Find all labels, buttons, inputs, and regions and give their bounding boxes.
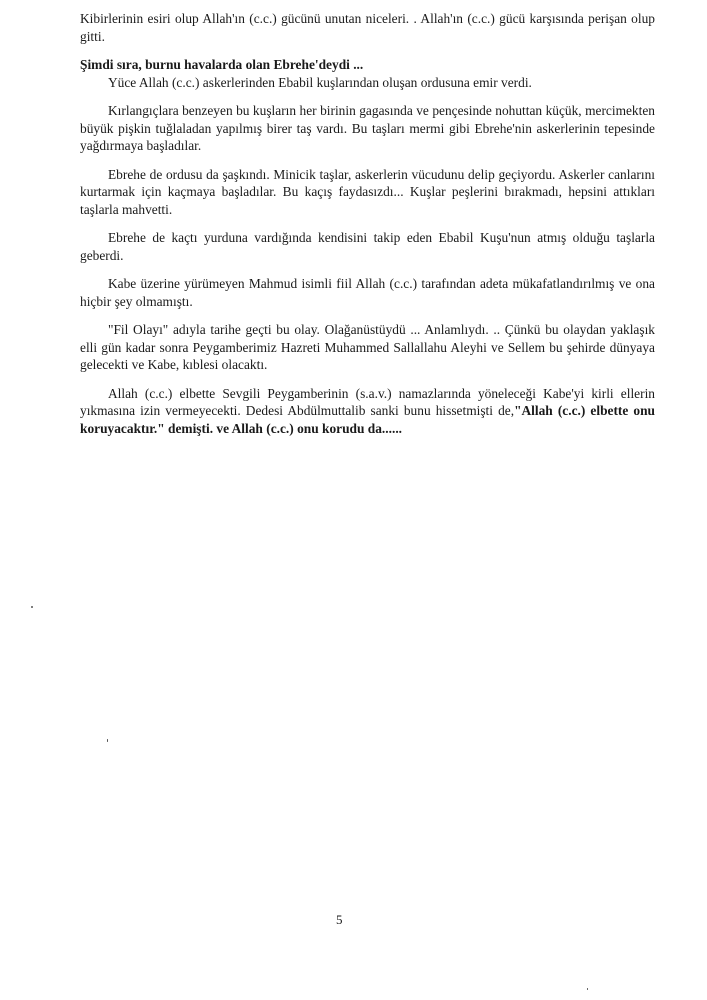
- page-number: 5: [336, 912, 343, 927]
- scan-speck: [587, 988, 588, 990]
- paragraph-8: [80, 385, 655, 438]
- paragraph-2: Yüce Allah (c.c.) askerlerinden Ebabil kuşlarından oluşan ordusuna emir verdi.: [108, 74, 532, 90]
- scan-speck: [107, 739, 108, 742]
- paragraph-3: Kırlangıçlara benzeyen bu kuşların her birinin gagasında ve pençesinde nohuttan küçük, mercimekten büyük pişkin tuğlaladan yapılmış birer taş vardı. Bu taşları mermi gibi Ebrehe'nin askerlerinin tepesinde yağdırmaya başladılar.: [80, 103, 655, 153]
- paragraph-4: Ebrehe de ordusu da şaşkındı. Minicik taşlar, askerlerin vücudunu delip geçiyordu. Askerler canlarını kurtarmak için kaçmaya başladılar. Bu kaçış faydasızdı... Kuşlar peşlerini bırakmadı, hepsini attıkları taşlarla mahvetti.: [80, 166, 655, 217]
- paragraph-8-bold-quote: "Allah (c.c.) elbette onu koruyacaktır." demişti. ve Allah (c.c.) onu korudu da......: [80, 403, 655, 436]
- paragraph-7: "Fil Olayı" adıyla tarihe geçti bu olay. Olağanüstüydü ... Anlamlıydı. .. Çünkü bu olaydan yaklaşık elli gün kadar sonra Peygamberimiz Hazreti Muhammed Sallallahu Aleyhi ve Sellem bu şehirde dünyaya gelecekti ve Kabe, kıblesi olacaktı.: [80, 322, 655, 372]
- scan-speck: [31, 606, 33, 608]
- section-heading: Şimdi sıra, burnu havalarda olan Ebrehe'deydi ...: [80, 57, 364, 72]
- page-body: [80, 10, 655, 448]
- paragraph-5: Ebrehe de kaçtı yurduna vardığında kendisini takip eden Ebabil Kuşu'nun atmış olduğu taşlarla geberdi.: [80, 230, 655, 263]
- paragraph-8-text: Allah (c.c.) elbette Sevgili Peygamberinin (s.a.v.) namazlarında yöneleceği Kabe'yi kirli ellerin yıkmasına izin vermeyecekti. Dedesi Abdülmuttalib sanki bunu hissetmişti de,: [80, 385, 655, 418]
- paragraph-1: Kibirlerinin esiri olup Allah'ın (c.c.) gücünü unutan niceleri. . Allah'ın (c.c.) gücü karşısında perişan olup gitti.: [80, 11, 655, 44]
- paragraph-6: Kabe üzerine yürümeyen Mahmud isimli fiil Allah (c.c.) tarafından adeta mükafatlandırılmış ve ona hiçbir şey olmamıştı.: [80, 276, 655, 309]
